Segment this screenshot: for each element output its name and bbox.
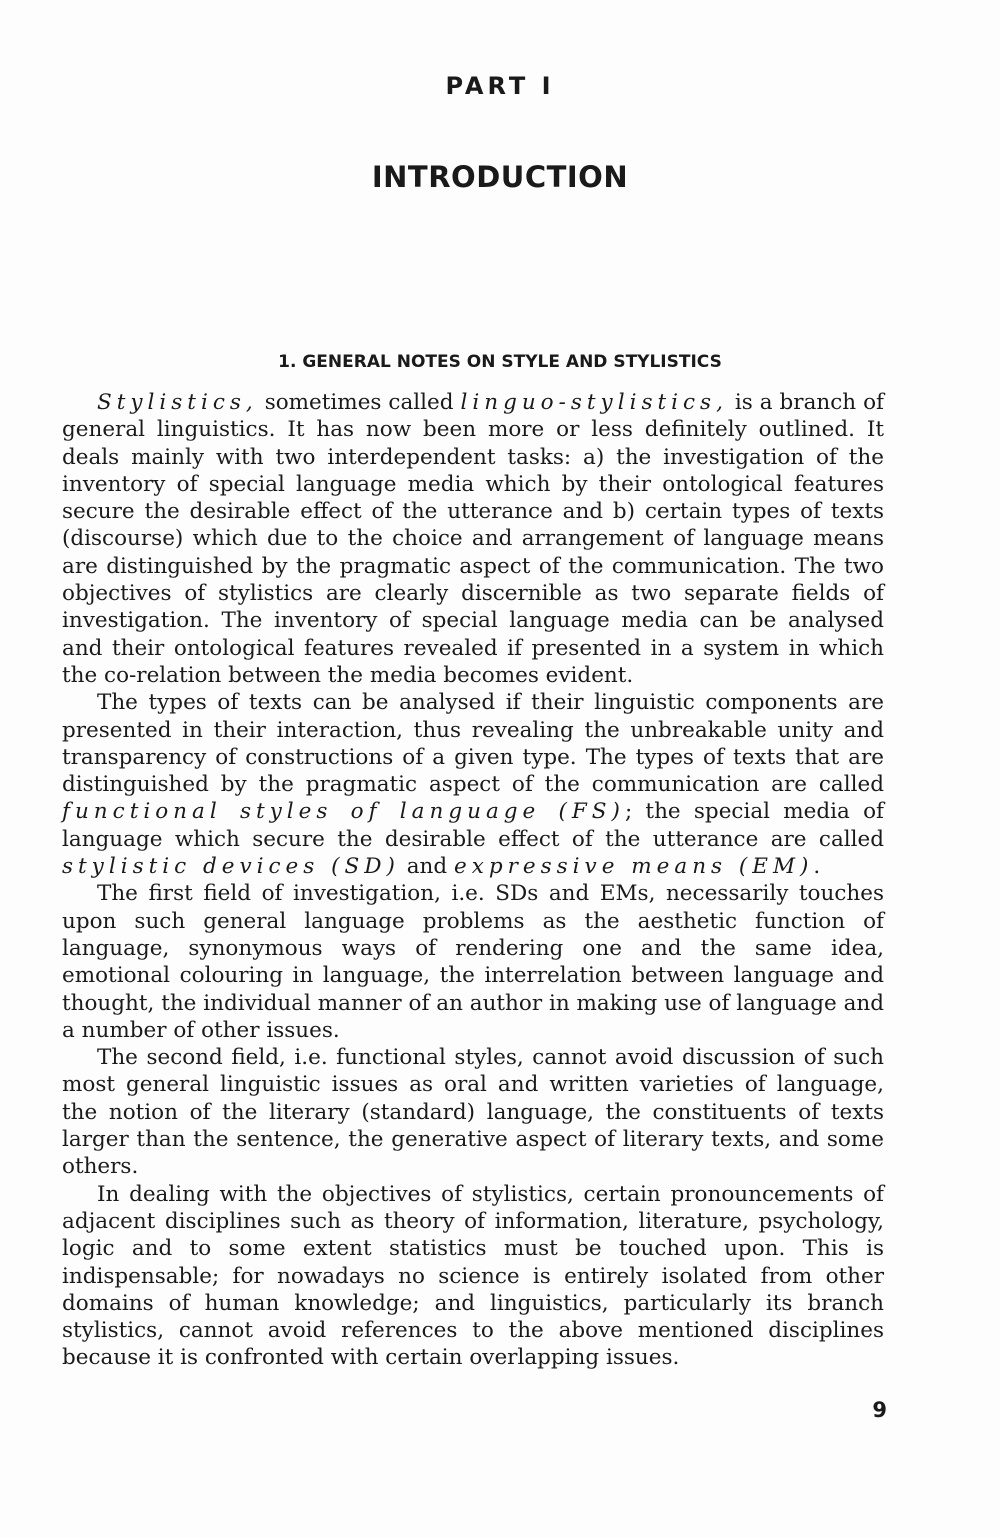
chapter-title: INTRODUCTION [371, 160, 629, 194]
page-number: 9 [872, 1398, 887, 1422]
paragraph: The first field of investigation, i.e. SDs and EMs, necessarily touches upon such general language problems as the aesthetic function of language, synonymous ways of rendering one and the same idea, emotional colouring in language, the interrelation between language and thought, the individual manner of an author in making use of language and a number of other issues. [62, 881, 884, 1043]
term-stylistics: Stylistics, [97, 390, 258, 415]
paragraph-text: and [399, 854, 454, 880]
part-title: PART I [445, 72, 555, 100]
term-stylistic-devices: stylistic devices (SD) [62, 854, 400, 880]
paragraph [62, 689, 884, 880]
section-heading: 1. GENERAL NOTES ON STYLE AND STYLISTICS [278, 352, 722, 372]
paragraph-text: The types of texts can be analysed if their linguistic components are presented in their interaction, thus revealing the unbreakable unity and transparency of constructions of a given type. The types of texts that are distinguished by the pragmatic aspect of the communication are called [62, 690, 884, 798]
paragraph-text: is a branch of general linguistics. It has now been more or less definitely outlined. It deals mainly with two interdependent tasks: a) the investigation of the inventory of special language media which by their ontological features secure the desirable effect of the utterance and b) certain types of texts (discourse) which due to the choice and arrangement of language means are distinguished by the pragmatic aspect of the communication. The two objectives of stylistics are clearly discernible as two separate fields of investigation. The inventory of special language media can be analysed and their ontological features revealed if presented in a system in which the co-relation between the media becomes evident. [62, 390, 884, 688]
paragraph: In dealing with the objectives of stylistics, certain pronouncements of adjacent disciplines such as theory of information, literature, psychology, logic and to some extent statistics must be touched upon. This is indispensable; for nowadays no science is entirely isolated from other domains of human knowledge; and linguistics, particularly its branch stylistics, cannot avoid references to the above mentioned disciplines because it is confronted with certain overlapping issues. [62, 1181, 884, 1371]
term-linguo-stylistics: linguo-stylistics, [460, 390, 728, 415]
term-expressive-means: expressive means (EM) [454, 854, 814, 880]
paragraph-text: sometimes called [257, 390, 461, 415]
body-text [62, 389, 884, 1372]
term-functional-styles: functional styles of language (FS) [62, 799, 625, 825]
paragraph-text: . [813, 854, 821, 880]
paragraph-text: ; the special media of language which secure the desirable effect of the utterance are called [62, 799, 884, 852]
paragraph: The second field, i.e. functional styles, cannot avoid discussion of such most general linguistic issues as oral and written varieties of language, the notion of the literary (standard) language, the constituents of texts larger than the sentence, the generative aspect of literary texts, and some others. [62, 1045, 884, 1180]
paragraph [62, 389, 884, 689]
